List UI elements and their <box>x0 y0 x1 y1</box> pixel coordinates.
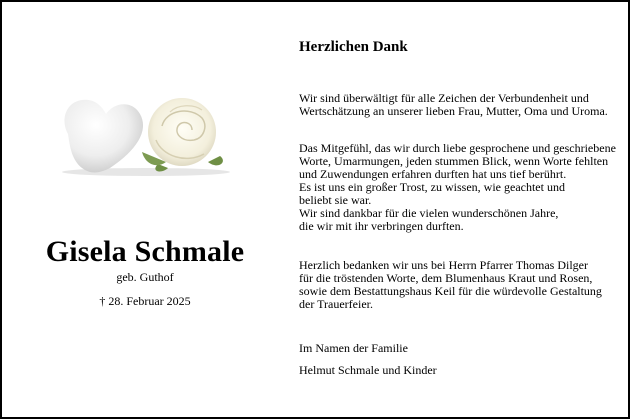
paragraph-thanks <box>299 259 602 311</box>
signature-text: Helmut Schmale und Kinder <box>299 363 437 377</box>
paragraph-sympathy <box>299 142 616 233</box>
text-line: sowie dem Bestattungshaus Keil für die würdevolle Gestaltung <box>299 284 602 298</box>
text-line: für die tröstenden Worte, dem Blumenhaus Kraut und Rosen, <box>299 271 593 285</box>
deceased-panel <box>4 4 286 415</box>
text-line: Worte, Umarmungen, jeden stummen Blick, wenn Worte fehlten <box>299 154 609 168</box>
text-line: beliebt sie war. <box>299 193 372 207</box>
maiden-name: geb. Guthof <box>116 270 174 284</box>
signature-line <box>299 364 437 377</box>
deceased-name: Gisela Schmale <box>45 235 245 268</box>
text-line: Das Mitgefühl, das wir durch liebe gesprochene und geschriebene <box>299 141 616 155</box>
text-line: Wertschätzung an unserer lieben Frau, Mutter, Oma und Uroma. <box>299 104 608 118</box>
heart-and-rose-icon <box>58 92 234 176</box>
closing-line <box>299 342 408 355</box>
text-line: und Zuwendungen erfahren durften hat uns tief berührt. <box>299 167 567 181</box>
closing-text: Im Namen der Familie <box>299 341 408 355</box>
text-line: Es ist uns ein großer Trost, zu wissen, wie geachtet und <box>299 180 565 194</box>
notice-heading: Herzlichen Dank <box>299 39 408 55</box>
thank-you-panel <box>299 2 619 417</box>
text-line: die wir mit ihr verbringen durften. <box>299 219 464 233</box>
paragraph-gratitude <box>299 92 608 118</box>
text-line: Wir sind dankbar für die vielen wunderschönen Jahre, <box>299 206 559 220</box>
text-line: Herzlich bedanken wir uns bei Herrn Pfarrer Thomas Dilger <box>299 258 589 272</box>
text-line: Wir sind überwältigt für alle Zeichen der Verbundenheit und <box>299 91 589 105</box>
text-line: der Trauerfeier. <box>299 297 373 311</box>
death-date: † 28. Februar 2025 <box>99 294 191 308</box>
